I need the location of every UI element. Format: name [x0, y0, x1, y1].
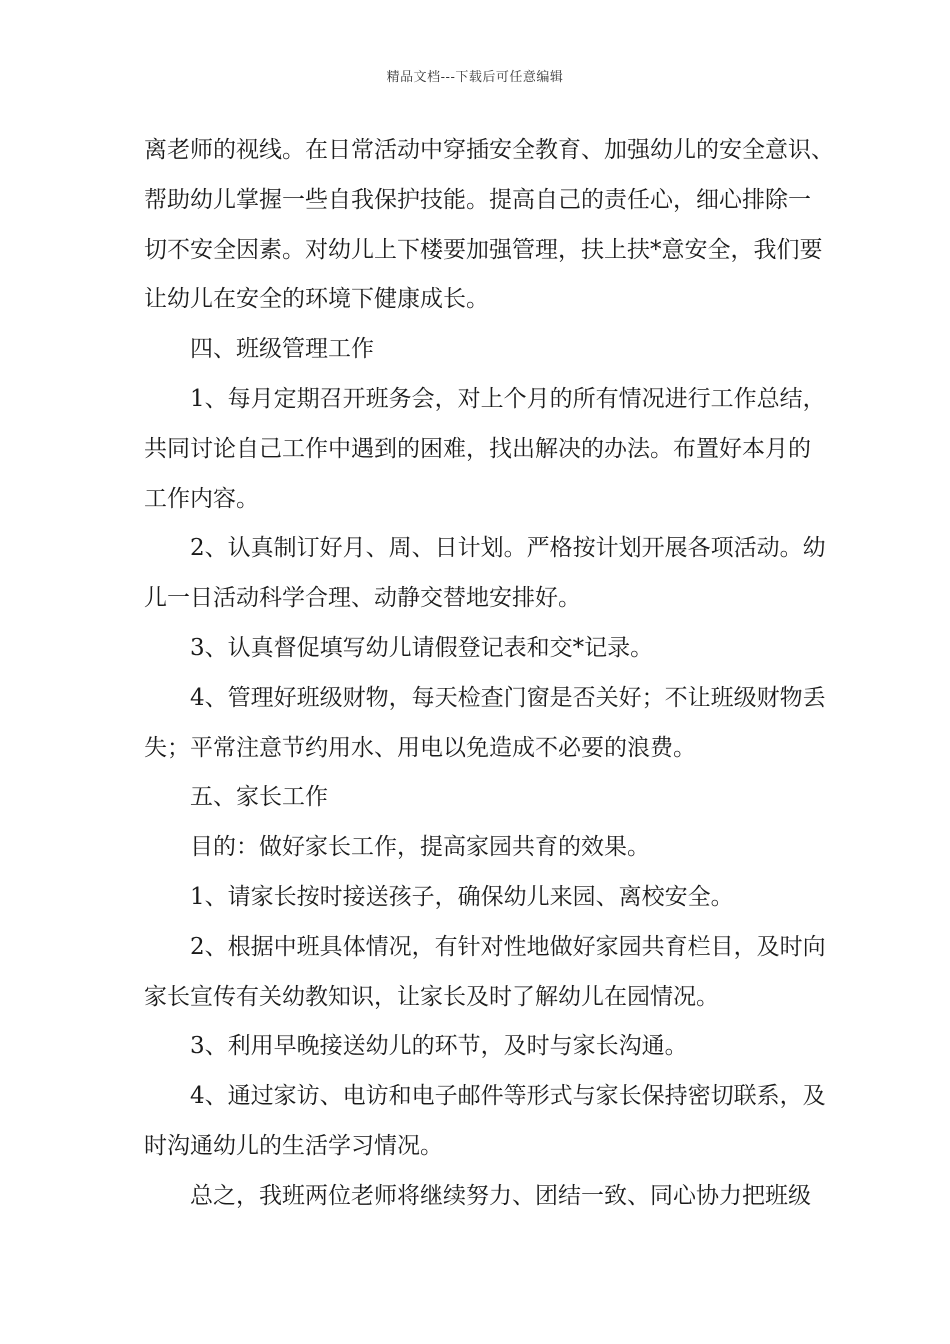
- page-header: 精品文档---下载后可任意编辑: [386, 70, 564, 85]
- text-line: 家长宣传有关幼教知识，让家长及时了解幼儿在园情况。: [144, 983, 719, 1010]
- text-line: 离老师的视线。在日常活动中穿插安全教育、加强幼儿的安全意识、: [144, 137, 834, 163]
- text-line: 让幼儿在安全的环境下健康成长。: [144, 286, 489, 313]
- text-line: 2、认真制订好月、周、日计划。严格按计划开展各项活动。幼: [190, 535, 826, 562]
- text-line: 儿一日活动科学合理、动静交替地安排好。: [144, 585, 581, 612]
- document-body: [144, 126, 834, 1222]
- text-line: 1、每月定期召开班务会，对上个月的所有情况进行工作总结，: [190, 385, 826, 412]
- text-line: 4、通过家访、电访和电子邮件等形式与家长保持密切联系，及: [190, 1083, 826, 1110]
- text-line: 工作内容。: [144, 485, 259, 512]
- text-line: 时沟通幼儿的生活学习情况。: [144, 1132, 443, 1159]
- text-line: 总之，我班两位老师将继续努力、团结一致、同心协力把班级: [190, 1182, 811, 1209]
- text-line: 3、利用早晚接送幼儿的环节，及时与家长沟通。: [190, 1033, 688, 1060]
- text-line: 2、根据中班具体情况，有针对性地做好家园共育栏目，及时向: [190, 933, 826, 960]
- text-line: 五、家长工作: [190, 784, 328, 811]
- text-line: 帮助幼儿掌握一些自我保护技能。提高自己的责任心，细心排除一: [144, 186, 811, 213]
- text-line: 目的：做好家长工作，提高家园共育的效果。: [190, 834, 650, 861]
- text-line: 4、管理好班级财物，每天检查门窗是否关好；不让班级财物丢: [190, 684, 826, 711]
- text-line: 四、班级管理工作: [190, 336, 374, 363]
- text-line: 失；平常注意节约用水、用电以免造成不必要的浪费。: [144, 734, 696, 761]
- text-line: 3、认真督促填写幼儿请假登记表和交*记录。: [190, 634, 654, 661]
- text-line: 1、请家长按时接送孩子，确保幼儿来园、离校安全。: [190, 883, 734, 910]
- text-line: 共同讨论自己工作中遇到的困难，找出解决的办法。布置好本月的: [144, 435, 811, 462]
- text-line: 切不安全因素。对幼儿上下楼要加强管理，扶上扶*意安全，我们要: [144, 236, 823, 263]
